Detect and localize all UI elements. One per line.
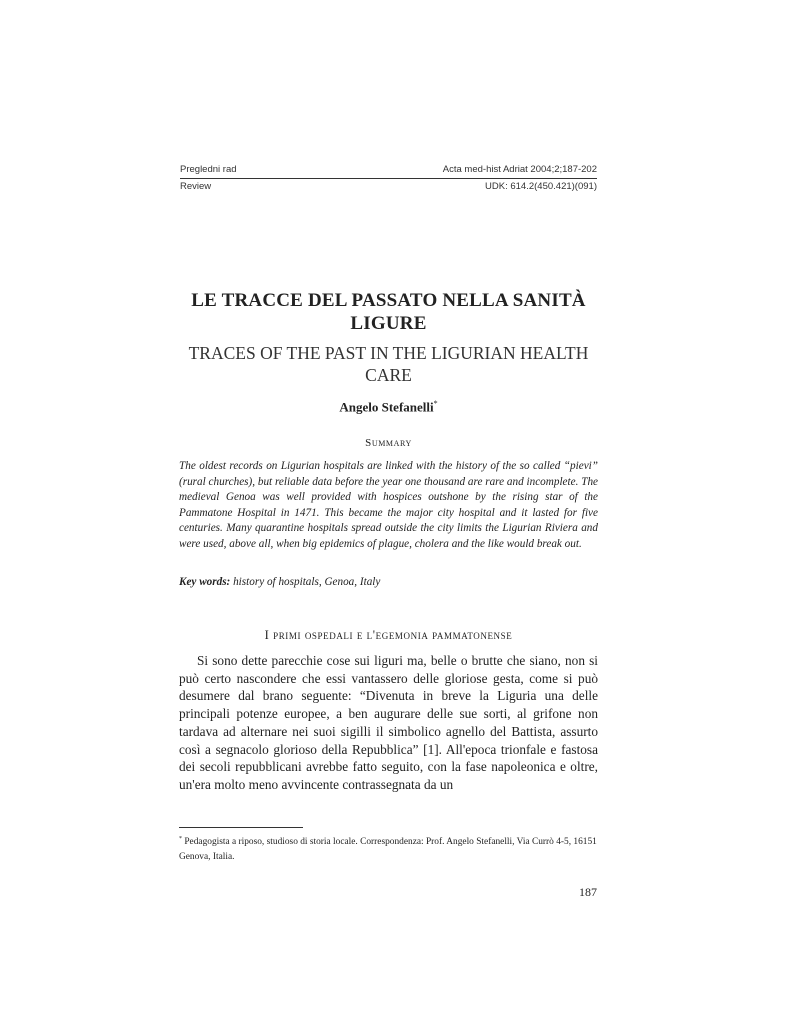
article-title: [160, 289, 617, 335]
summary-text: The oldest records on Ligurian hospitals are linked with the history of the so called “pievi” (rural churches), but reliable data before the year one thousand are rare and incomplete. The medieval Genoa was well provided with hospices outshone by the rising star of the Pammatone Hospital in 1471. This became the major city hospital and it lasted for five centuries. Many quarantine hospitals spread outside the city limits the Ligurian Riviera and were used, above all, when big epidemics of plague, cholera and the like would break out.: [179, 460, 598, 550]
author-name: Angelo Stefanelli: [339, 399, 434, 415]
footnote-mark: *: [179, 836, 182, 842]
author-line: [160, 399, 617, 415]
header-rule: [180, 178, 597, 179]
summary-heading: Summary: [365, 437, 412, 449]
footnote-text: Pedagogista a riposo, studioso di storia locale. Correspondenza: Prof. Angelo Stefanelli, Via Currò 4-5, 16151 Genova, Italia.: [179, 837, 597, 862]
title-line-2: LIGURE: [350, 313, 427, 334]
journal-citation: Acta med-hist Adriat 2004;2;187-202: [442, 164, 597, 175]
keywords-line: [179, 576, 598, 588]
body-paragraph: Si sono dette parecchie cose sui liguri ma, belle o brutte che siano, non si può certo nascondere che essi vantassero delle gloriose gesta, come si può desumere dal brano seguente: “Divenuta in breve la Liguria una delle principali potenze europee, a ben augurare delle sue sorti, al grifone non tardava ad alternare nei suoi sigilli il simbolico agnello del Battista, assurto così a segnacolo glorioso della Repubblica” [1]. All'epoca trionfale e fastosa dei secoli repubblicani avrebbe fatto seguito, con la fase napoleonica e oltre, un'era molto meno avvincente contrassegnata da un: [179, 653, 598, 792]
keywords-values: history of hospitals, Genoa, Italy: [233, 576, 381, 588]
footnote: [179, 832, 598, 864]
running-header-bottom: [180, 181, 597, 192]
subtitle-line-2: CARE: [365, 365, 412, 385]
subtitle-line-1: TRACES OF THE PAST IN THE LIGURIAN HEALTH: [188, 343, 589, 363]
article-subtitle: [160, 342, 617, 386]
author-footnote-mark: *: [433, 399, 438, 408]
footnote-rule: [179, 827, 303, 828]
title-line-1: LE TRACCE DEL PASSATO NELLA SANITÀ: [191, 290, 586, 311]
page-number: 187: [579, 885, 597, 899]
udk-code: UDK: 614.2(450.421)(091): [485, 181, 597, 192]
article-type-label: Pregledni rad: [180, 164, 237, 175]
running-header-top: [180, 164, 597, 175]
article-type-label-en: Review: [180, 181, 212, 192]
keywords-label: Key words:: [179, 576, 231, 588]
section-heading: I primi ospedali e l'egemonia pammatonense: [264, 628, 513, 642]
